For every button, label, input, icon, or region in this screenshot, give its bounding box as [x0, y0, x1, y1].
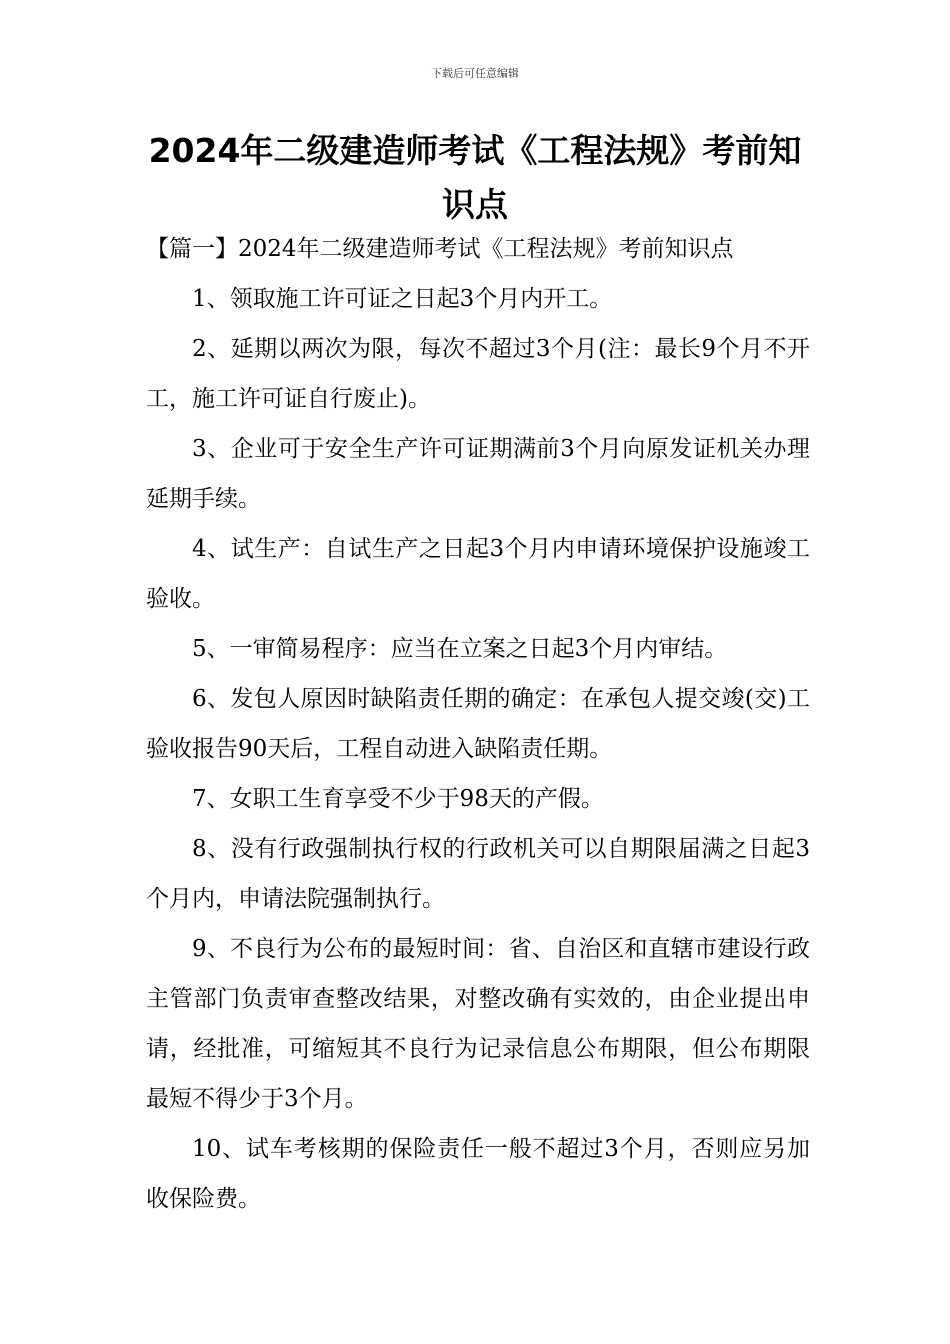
section-heading: 【篇一】2024年二级建造师考试《工程法规》考前知识点: [146, 236, 734, 262]
list-item: 10、试车考核期的保险责任一般不超过3个月，否则应另加收保险费。: [146, 1136, 810, 1212]
list-item: 5、一审简易程序：应当在立案之日起3个月内审结。: [192, 636, 728, 662]
document-body: [146, 224, 810, 1224]
list-item: 7、女职工生育享受不少于98天的产假。: [192, 786, 604, 812]
list-item: 3、企业可于安全生产许可证期满前3个月向原发证机关办理延期手续。: [146, 436, 810, 512]
list-item: 4、试生产：自试生产之日起3个月内申请环境保护设施竣工验收。: [146, 536, 810, 612]
list-item: 9、不良行为公布的最短时间：省、自治区和直辖市建设行政主管部门负责审查整改结果，对整改确有实效的，由企业提出申请，经批准，可缩短其不良行为记录信息公布期限，但公布期限最短不得少于3个月。: [146, 936, 810, 1112]
list-item: 1、领取施工许可证之日起3个月内开工。: [192, 286, 613, 312]
list-item: 2、延期以两次为限，每次不超过3个月(注：最长9个月不开工，施工许可证自行废止)。: [146, 336, 810, 412]
list-item: 8、没有行政强制执行权的行政机关可以自期限届满之日起3个月内，申请法院强制执行。: [146, 836, 810, 912]
document-title: 2024年二级建造师考试《工程法规》考前知识点: [148, 131, 802, 224]
list-item: 6、发包人原因时缺陷责任期的确定：在承包人提交竣(交)工验收报告90天后，工程自动进入缺陷责任期。: [146, 686, 810, 762]
page-header-note: 下载后可任意编辑: [431, 67, 519, 80]
